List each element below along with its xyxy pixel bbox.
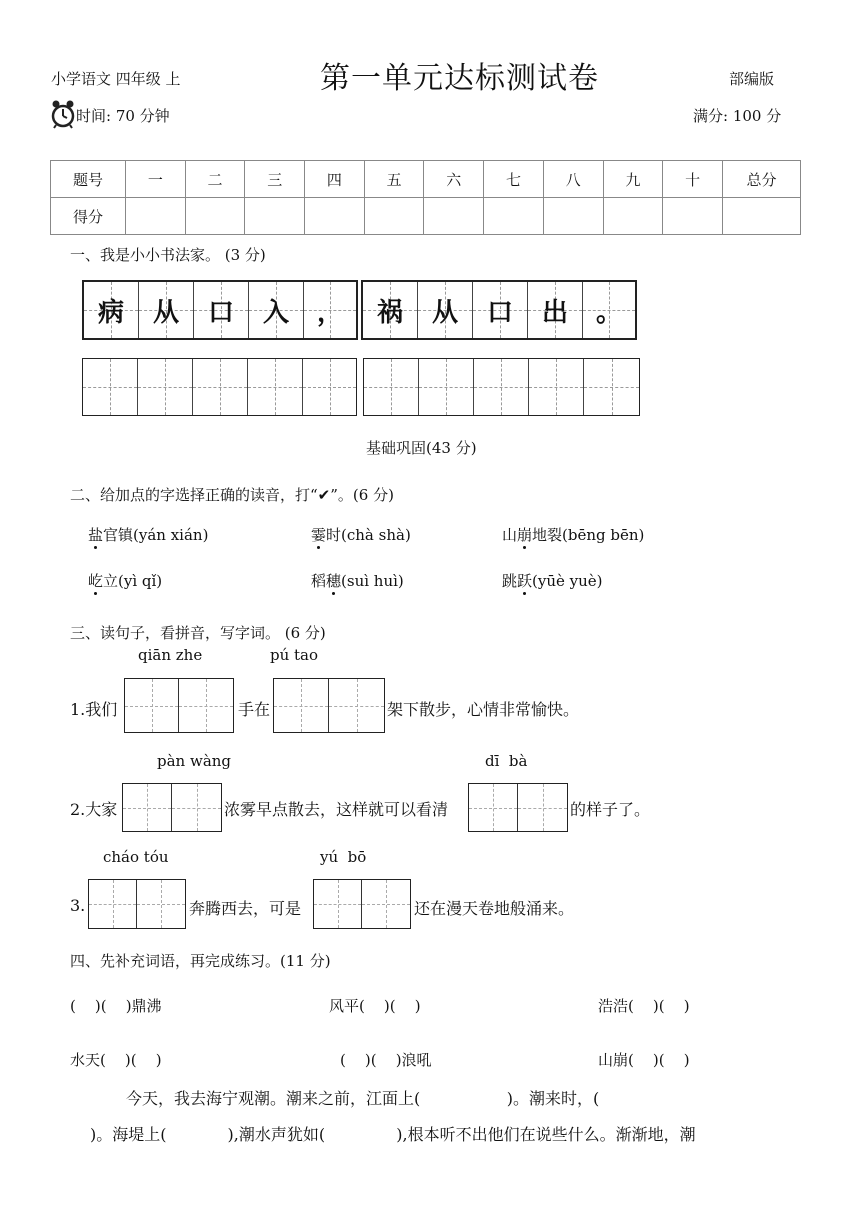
answer-box[interactable]	[88, 879, 186, 929]
score-entry-cell[interactable]	[245, 198, 305, 235]
alarm-clock-icon	[51, 99, 75, 129]
pinyin-hint: yú bō	[320, 848, 367, 866]
score-entry-cell[interactable]	[603, 198, 663, 235]
pinyin-choice-item[interactable]: 山崩地裂(bēng bēn)	[502, 526, 645, 544]
practice-cell[interactable]	[303, 359, 356, 415]
pinyin-choice-item[interactable]: 稻穗(suì huì)	[311, 572, 404, 590]
table-cell: 十	[663, 161, 723, 198]
time-label: 时间: 70 分钟	[76, 107, 170, 125]
pinyin-choice-item[interactable]: 屹立(yì qǐ)	[88, 572, 163, 590]
table-cell: 二	[185, 161, 245, 198]
score-entry-cell[interactable]	[126, 198, 186, 235]
calligraphy-practice-left[interactable]	[82, 358, 357, 416]
pinyin-choice-item[interactable]: 盐官镇(yán xián)	[88, 526, 209, 544]
score-entry-cell[interactable]	[484, 198, 544, 235]
table-cell: 七	[484, 161, 544, 198]
idiom-fill-item[interactable]: 浩浩( )( )	[598, 997, 690, 1015]
score-entry-cell[interactable]	[723, 198, 801, 235]
score-entry-cell[interactable]	[543, 198, 603, 235]
answer-box[interactable]	[313, 879, 411, 929]
answer-box[interactable]	[468, 783, 568, 832]
table-cell: 得分	[51, 198, 126, 235]
table-cell: 一	[126, 161, 186, 198]
answer-cell[interactable]	[274, 679, 329, 732]
sentence-text: 2.大家	[70, 800, 118, 819]
grid-cell: 病	[84, 282, 139, 338]
table-cell: 八	[543, 161, 603, 198]
practice-cell[interactable]	[584, 359, 639, 415]
answer-cell[interactable]	[123, 784, 172, 831]
question-4-title: 四、先补充词语，再完成练习。(11 分)	[70, 952, 331, 970]
table-cell: 三	[245, 161, 305, 198]
practice-cell[interactable]	[83, 359, 138, 415]
answer-box[interactable]	[273, 678, 385, 733]
grid-cell: 入	[249, 282, 304, 338]
pinyin-hint: pú tao	[270, 646, 319, 664]
sentence-text: 奔腾西去，可是	[189, 899, 302, 918]
sentence-text: 架下散步，心情非常愉快。	[387, 700, 580, 719]
score-entry-cell[interactable]	[305, 198, 365, 235]
section-heading-basics: 基础巩固(43 分)	[366, 439, 477, 457]
answer-cell[interactable]	[179, 679, 233, 732]
idiom-fill-item[interactable]: 风平( )( )	[329, 997, 421, 1015]
score-table-header-row	[51, 161, 801, 198]
table-cell: 六	[424, 161, 484, 198]
score-table	[50, 160, 801, 235]
calligraphy-practice-right[interactable]	[363, 358, 640, 416]
practice-cell[interactable]	[529, 359, 584, 415]
table-cell: 五	[364, 161, 424, 198]
practice-cell[interactable]	[248, 359, 303, 415]
practice-cell[interactable]	[474, 359, 529, 415]
score-entry-cell[interactable]	[663, 198, 723, 235]
calligraphy-model-right	[361, 280, 637, 340]
grid-cell: 出	[528, 282, 583, 338]
grid-cell: 口	[194, 282, 249, 338]
score-entry-cell[interactable]	[424, 198, 484, 235]
table-cell: 四	[305, 161, 365, 198]
answer-box[interactable]	[122, 783, 222, 832]
question-2-title: 二、给加点的字选择正确的读音，打“✔”。(6 分)	[70, 486, 394, 504]
table-cell: 九	[603, 161, 663, 198]
practice-cell[interactable]	[364, 359, 419, 415]
sentence-text: 3.	[70, 896, 86, 915]
sentence-text: 浓雾早点散去，这样就可以看清	[224, 800, 449, 819]
table-cell: 题号	[51, 161, 126, 198]
practice-cell[interactable]	[138, 359, 193, 415]
grid-cell: 祸	[363, 282, 418, 338]
practice-cell[interactable]	[193, 359, 248, 415]
pinyin-hint: dī bà	[485, 752, 528, 770]
grid-cell: 从	[418, 282, 473, 338]
passage-line[interactable]: )。海堤上( ),潮水声犹如( ),根本听不出他们在说些什么。渐渐地，潮	[90, 1125, 696, 1144]
answer-cell[interactable]	[125, 679, 179, 732]
edition-label: 部编版	[729, 70, 775, 88]
question-1-title: 一、我是小小书法家。 (3 分)	[70, 246, 266, 264]
passage-line[interactable]: 今天，我去海宁观潮。潮来之前，江面上( )。潮来时，(	[126, 1089, 600, 1108]
calligraphy-model-left	[82, 280, 358, 340]
score-entry-cell[interactable]	[364, 198, 424, 235]
answer-cell[interactable]	[89, 880, 137, 928]
pinyin-hint: pàn wàng	[157, 752, 232, 770]
practice-cell[interactable]	[419, 359, 474, 415]
grid-cell: 。	[583, 282, 635, 338]
sentence-text: 1.我们	[70, 700, 118, 719]
answer-cell[interactable]	[518, 784, 567, 831]
idiom-fill-item[interactable]: ( )( )鼎沸	[70, 997, 162, 1015]
subject-label: 小学语文 四年级 上	[51, 70, 181, 88]
grid-cell: 从	[139, 282, 194, 338]
answer-box[interactable]	[124, 678, 234, 733]
grid-cell: 口	[473, 282, 528, 338]
pinyin-choice-item[interactable]: 跳跃(yūè yuè)	[502, 572, 603, 590]
answer-cell[interactable]	[362, 880, 410, 928]
pinyin-choice-item[interactable]: 霎时(chà shà)	[311, 526, 411, 544]
idiom-fill-item[interactable]: 山崩( )( )	[598, 1051, 690, 1069]
score-entry-cell[interactable]	[185, 198, 245, 235]
answer-cell[interactable]	[314, 880, 362, 928]
sentence-text: 还在漫天卷地般涌来。	[414, 899, 575, 918]
sentence-text: 手在	[238, 700, 271, 719]
answer-cell[interactable]	[137, 880, 185, 928]
idiom-fill-item[interactable]: ( )( )浪吼	[340, 1051, 432, 1069]
idiom-fill-item[interactable]: 水天( )( )	[70, 1051, 162, 1069]
page-title: 第一单元达标测试卷	[320, 61, 599, 96]
grid-cell: ，	[304, 282, 356, 338]
table-cell: 总分	[723, 161, 801, 198]
answer-cell[interactable]	[329, 679, 384, 732]
pinyin-hint: qiān zhe	[138, 646, 203, 664]
question-3-title: 三、读句子，看拼音，写字词。 (6 分)	[70, 624, 326, 642]
sentence-text: 的样子了。	[570, 800, 651, 819]
score-table-score-row	[51, 198, 801, 235]
full-score-label: 满分: 100 分	[693, 107, 782, 125]
answer-cell[interactable]	[469, 784, 518, 831]
answer-cell[interactable]	[172, 784, 221, 831]
pinyin-hint: cháo tóu	[103, 848, 169, 866]
